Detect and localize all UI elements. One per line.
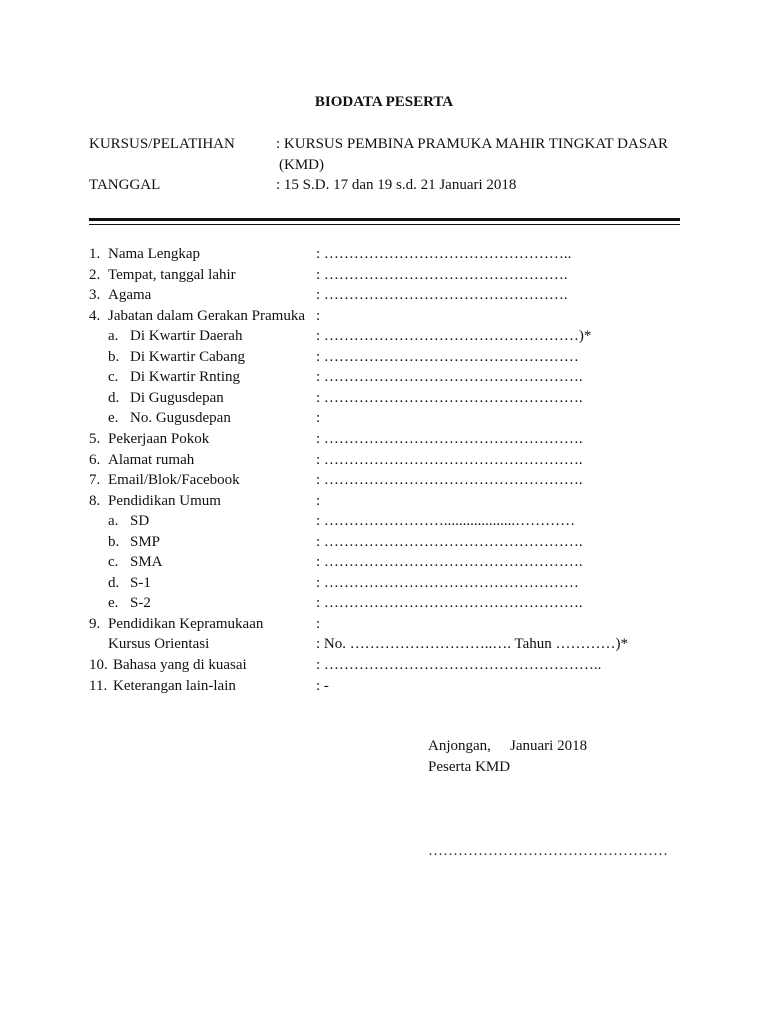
field-number: 7. xyxy=(89,472,101,488)
signature-place: Anjongan, xyxy=(428,738,491,754)
field-number: 11. xyxy=(89,678,108,694)
header-divider-thick xyxy=(89,218,680,221)
course-value-abbrev: (KMD) xyxy=(279,157,324,173)
field-number: 6. xyxy=(89,452,101,468)
page-title: BIODATA PESERTA xyxy=(314,94,454,110)
field-number: 5. xyxy=(89,431,101,447)
field-number: a. xyxy=(108,513,119,529)
field-number: e. xyxy=(108,410,119,426)
field-value-line[interactable]: : ……………………………………………. xyxy=(316,390,583,406)
field-number: 9. xyxy=(89,616,101,632)
field-value-line[interactable]: : …………………………………………… xyxy=(316,349,579,365)
field-number: c. xyxy=(108,369,119,385)
field-number: b. xyxy=(108,349,120,365)
field-number: d. xyxy=(108,390,120,406)
field-label: Di Gugusdepan xyxy=(130,390,224,406)
field-number: c. xyxy=(108,554,119,570)
field-value-line[interactable]: : …………………………………………… xyxy=(316,575,579,591)
field-label: SMP xyxy=(130,534,161,550)
field-label: S-1 xyxy=(130,575,151,591)
field-label: Di Kwartir Rnting xyxy=(130,369,240,385)
field-number: 10. xyxy=(89,657,108,673)
field-value-line[interactable]: : ……………………………………………)* xyxy=(316,328,592,344)
field-number: a. xyxy=(108,328,119,344)
field-value-line[interactable]: : ……………………………………………. xyxy=(316,431,583,447)
field-value-line[interactable]: : No. ………………………..…. Tahun …………)* xyxy=(316,636,628,652)
field-label: Email/Blok/Facebook xyxy=(108,472,240,488)
field-label: Tempat, tanggal lahir xyxy=(108,267,236,283)
field-value-line[interactable]: : ………………………………………….. xyxy=(316,246,572,262)
date-value: : 15 S.D. 17 dan 19 s.d. 21 Januari 2018 xyxy=(276,177,517,193)
signature-role: Peserta KMD xyxy=(428,759,511,775)
field-label: Kursus Orientasi xyxy=(108,636,210,652)
field-label: S-2 xyxy=(130,595,151,611)
field-label: Alamat rumah xyxy=(108,452,195,468)
field-value-line[interactable]: : xyxy=(316,616,321,632)
field-value-line[interactable]: : …………………………………………. xyxy=(316,267,568,283)
field-number: 4. xyxy=(89,308,101,324)
field-value-line[interactable]: : ……………………………………………. xyxy=(316,595,583,611)
field-label: Di Kwartir Daerah xyxy=(130,328,243,344)
field-value-line[interactable]: : ……………………………………………. xyxy=(316,452,583,468)
course-value: : KURSUS PEMBINA PRAMUKA MAHIR TINGKAT DASAR xyxy=(276,136,669,152)
field-label: Keterangan lain-lain xyxy=(113,678,236,694)
field-value-line[interactable]: : ……………………………………………….. xyxy=(316,657,602,673)
field-value-line[interactable]: : ……………………………………………. xyxy=(316,534,583,550)
field-label: Agama xyxy=(108,287,152,303)
field-label: Pendidikan Umum xyxy=(108,493,221,509)
field-value-line[interactable]: : ……………………...................………… xyxy=(316,513,576,529)
date-label: TANGGAL xyxy=(89,177,161,193)
field-label: Bahasa yang di kuasai xyxy=(113,657,247,673)
field-number: 3. xyxy=(89,287,101,303)
field-value-line[interactable]: : ……………………………………………. xyxy=(316,554,583,570)
field-value-line[interactable]: : xyxy=(316,308,321,324)
field-number: 1. xyxy=(89,246,101,262)
signature-date: Januari 2018 xyxy=(510,738,588,754)
field-label: SD xyxy=(130,513,150,529)
field-label: No. Gugusdepan xyxy=(130,410,231,426)
field-number: 2. xyxy=(89,267,101,283)
field-number: d. xyxy=(108,575,120,591)
field-value-line[interactable]: : ……………………………………………. xyxy=(316,472,583,488)
field-value-line[interactable]: : …………………………………………. xyxy=(316,287,568,303)
field-label: Pendidikan Kepramukaan xyxy=(108,616,264,632)
field-label: Jabatan dalam Gerakan Pramuka xyxy=(108,308,305,324)
field-value-line[interactable]: : ……………………………………………. xyxy=(316,369,583,385)
header-divider-thin xyxy=(89,224,680,225)
field-label: Nama Lengkap xyxy=(108,246,201,262)
field-label: SMA xyxy=(130,554,163,570)
field-number: e. xyxy=(108,595,119,611)
field-value-line[interactable]: : xyxy=(316,410,321,426)
course-label: KURSUS/PELATIHAN xyxy=(89,136,235,152)
field-value-line[interactable]: : - xyxy=(316,678,329,694)
field-label: Di Kwartir Cabang xyxy=(130,349,245,365)
field-label: Pekerjaan Pokok xyxy=(108,431,210,447)
field-number: b. xyxy=(108,534,120,550)
field-number: 8. xyxy=(89,493,101,509)
signature-line: ………………………………………… xyxy=(428,843,668,859)
field-value-line[interactable]: : xyxy=(316,493,321,509)
